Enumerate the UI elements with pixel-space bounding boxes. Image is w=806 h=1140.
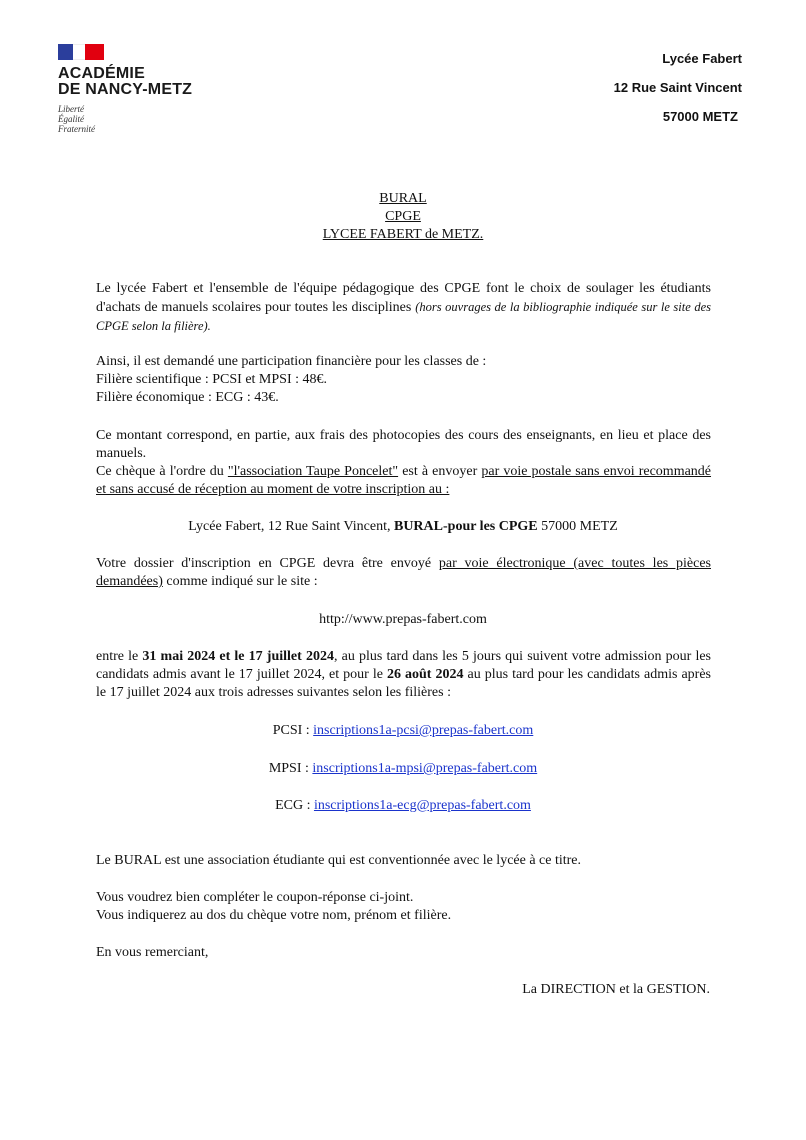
- french-flag-icon: [58, 44, 104, 60]
- email-pcsi-label: PCSI :: [272, 723, 314, 738]
- payment-text-b: est à envoyer: [398, 464, 482, 479]
- closing-line: En vous remerciant,: [96, 945, 209, 960]
- email-ecg-label: ECG :: [275, 798, 314, 813]
- school-name: Lycée Fabert: [662, 51, 742, 66]
- document-title: [0, 190, 806, 244]
- association-note: Le BURAL est une association étudiante qui est conventionnée avec le lycée à ce titre.: [96, 853, 582, 868]
- application-electronic: par voie électronique (avec toutes les pièces demandées): [96, 556, 711, 589]
- fees-paragraph: [96, 353, 711, 407]
- email-mpsi-link[interactable]: inscriptions1a-mpsi@prepas-fabert.com: [312, 761, 538, 776]
- academy-name: [58, 66, 228, 98]
- title-lycee: LYCEE FABERT de METZ.: [322, 227, 484, 242]
- payee-name: "l'association Taupe Poncelet": [227, 464, 399, 479]
- email-pcsi-link[interactable]: inscriptions1a-pcsi@prepas-fabert.com: [313, 723, 534, 738]
- signature: La DIRECTION et la GESTION.: [522, 982, 710, 997]
- postal-address: [0, 518, 806, 536]
- email-ecg-link[interactable]: inscriptions1a-ecg@prepas-fabert.com: [313, 798, 531, 813]
- cheque-back-line: Vous indiquerez au dos du chèque votre nom, prénom et filière.: [96, 908, 452, 923]
- application-text-b: comme indiqué sur le site :: [162, 574, 318, 589]
- republic-motto: [58, 104, 228, 134]
- intro-text: Le lycée Fabert et l'ensemble de l'équipe pédagogique des CPGE font le choix de soulager les étudiants d'achats de manuels scolaires pour toutes les disciplines: [96, 281, 711, 315]
- postal-address-bural: BURAL-pour les CPGE: [393, 519, 538, 534]
- school-address: [614, 50, 742, 137]
- intro-note: (hors ouvrages de la bibliographie indiquée sur le site des CPGE selon la filière).: [96, 300, 712, 333]
- motto-fraternite: Fraternité: [58, 124, 95, 134]
- academy-line1: ACADÉMIE: [58, 65, 145, 82]
- email-pcsi: [0, 722, 806, 740]
- fees-economic: Filière économique : ECG : 43€.: [96, 390, 279, 405]
- payment-paragraph: [96, 427, 711, 499]
- deadline-text-a: entre le: [96, 649, 143, 664]
- title-cpge: CPGE: [385, 209, 421, 224]
- deadline-dates: 31 mai 2024 et le 17 juillet 2024: [142, 649, 334, 664]
- school-street: 12 Rue Saint Vincent: [613, 80, 742, 95]
- postal-instruction: par voie postale sans envoi recommandé et sans accusé de réception au moment de votre inscription au :: [96, 464, 712, 497]
- school-city: 57000 METZ: [662, 109, 738, 124]
- payment-purpose: Ce montant correspond, en partie, aux frais des photocopies des cours des enseignants, en lieu et place des manuels.: [96, 428, 711, 461]
- website-url[interactable]: http://www.prepas-fabert.com: [319, 612, 487, 627]
- deadline-paragraph: [96, 648, 711, 702]
- deadline-text-c: , au plus tard dans les 5 jours qui suivent votre admission pour les candidats admis avant le 17 juillet 2024, et pour le: [96, 649, 711, 682]
- email-ecg: [0, 797, 806, 815]
- coupon-paragraph: [96, 889, 711, 925]
- deadline-late-date: 26 août 2024: [386, 667, 464, 682]
- email-mpsi: [0, 760, 806, 778]
- intro-paragraph: [96, 280, 711, 336]
- motto-liberte: Liberté: [58, 104, 84, 114]
- payment-instructions: [96, 463, 711, 499]
- postal-address-city: 57000 METZ: [537, 519, 618, 534]
- deadline-text-d: au plus tard pour les candidats admis après le 17 juillet 2024 aux trois adresses suivantes selon les filières :: [96, 667, 712, 700]
- payment-text-a: Ce chèque à l'ordre du: [96, 464, 228, 479]
- application-text-a: Votre dossier d'inscription en CPGE devra être envoyé: [96, 556, 439, 571]
- title-bural: BURAL: [379, 191, 427, 206]
- coupon-line: Vous voudrez bien compléter le coupon-réponse ci-joint.: [96, 890, 414, 905]
- fees-scientific: Filière scientifique : PCSI et MPSI : 48€.: [96, 372, 327, 387]
- postal-address-a: Lycée Fabert, 12 Rue Saint Vincent,: [188, 519, 394, 534]
- fees-intro: Ainsi, il est demandé une participation financière pour les classes de :: [96, 354, 487, 369]
- application-paragraph: [96, 555, 711, 591]
- email-mpsi-label: MPSI :: [268, 761, 313, 776]
- academy-logo: [58, 44, 228, 134]
- motto-egalite: Égalité: [58, 114, 84, 124]
- academy-line2: DE NANCY-METZ: [58, 81, 193, 98]
